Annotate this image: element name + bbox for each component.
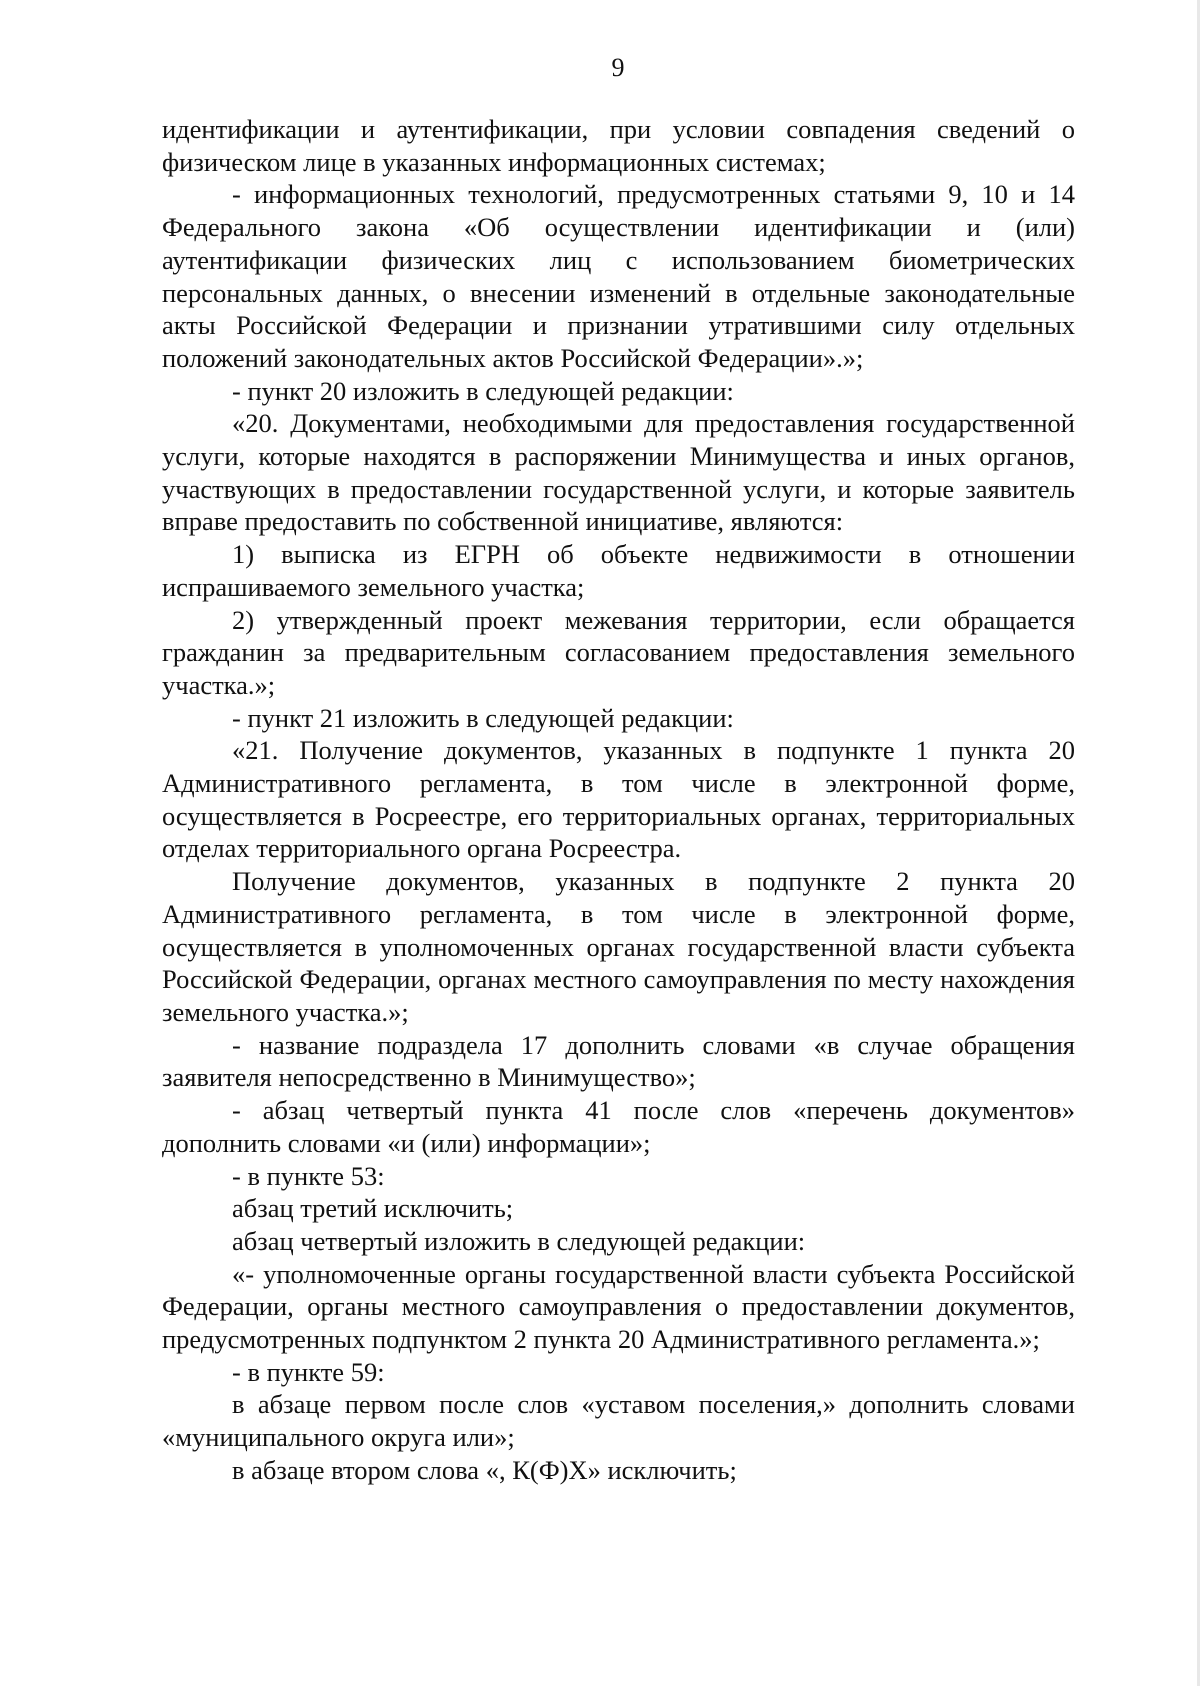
paragraph: идентификации и аутентификации, при условии совпадения сведений о физическом лице в указанных информационных системах; [162,114,1075,177]
paragraph: Получение документов, указанных в подпункте 2 пункта 20 Административного регламента, в том числе в электронной форме, осуществляется в уполномоченных органах государственной власти субъекта Российской Федерации, органах местного самоуправления по месту нахождения земельного участка.»; [162,866,1075,1027]
paragraph: 2) утвержденный проект межевания территории, если обращается гражданин за предварительным согласованием предоставления земельного участка.»; [162,604,1075,700]
paragraph: - абзац четвертый пункта 41 после слов «перечень документов» дополнить словами «и (или) информации»; [162,1095,1075,1158]
paragraph: - название подраздела 17 дополнить словами «в случае обращения заявителя непосредственно в Минимущество»; [162,1029,1075,1093]
paragraph: в абзаце первом после слов «уставом поселения,» дополнить словами «муниципального округа или»; [162,1389,1075,1453]
paragraph: «20. Документами, необходимыми для предоставления государственной услуги, которые находятся в распоряжении Минимущества и иных органов, участвующих в предоставлении государственной услуги, и которые заявитель вправе предоставить по собственной инициативе, являются: [162,408,1075,537]
paragraph: - в пункте 53: [232,1160,385,1191]
paragraph: - в пункте 59: [232,1356,385,1387]
paragraph: - пункт 20 изложить в следующей редакции: [232,375,734,406]
paragraph: «- уполномоченные органы государственной власти субъекта Российской Федерации, органы местного самоуправления о предоставлении документов, предусмотренных подпунктом 2 пункта 20 Административного регламента.»; [162,1258,1075,1355]
paragraph: «21. Получение документов, указанных в подпункте 1 пункта 20 Административного регламента, в том числе в электронной форме, осуществляется в Росреестре, его территориальных органах, территориальных отделах территориального органа Росреестра. [162,735,1075,864]
paragraph: - информационных технологий, предусмотренных статьями 9, 10 и 14 Федерального закона «Об осуществлении идентификации и (или) аутентификации физических лиц с использованием биометрических персональных данных, о внесении изменений в отдельные законодательные акты Российской Федерации и признании утратившими силу отдельных положений законодательных актов Российской Федерации».»; [162,179,1075,373]
page-number: 9 [611,53,625,82]
document-body [162,113,1075,1487]
paragraph: - пункт 21 изложить в следующей редакции: [232,702,734,733]
paragraph: 1) выписка из ЕГРН об объекте недвижимости в отношении испрашиваемого земельного участка; [162,539,1075,602]
paragraph: абзац четвертый изложить в следующей редакции: [232,1225,806,1256]
paragraph: в абзаце втором слова «, К(Ф)Х» исключить; [232,1454,737,1485]
paragraph: абзац третий исключить; [232,1193,514,1224]
